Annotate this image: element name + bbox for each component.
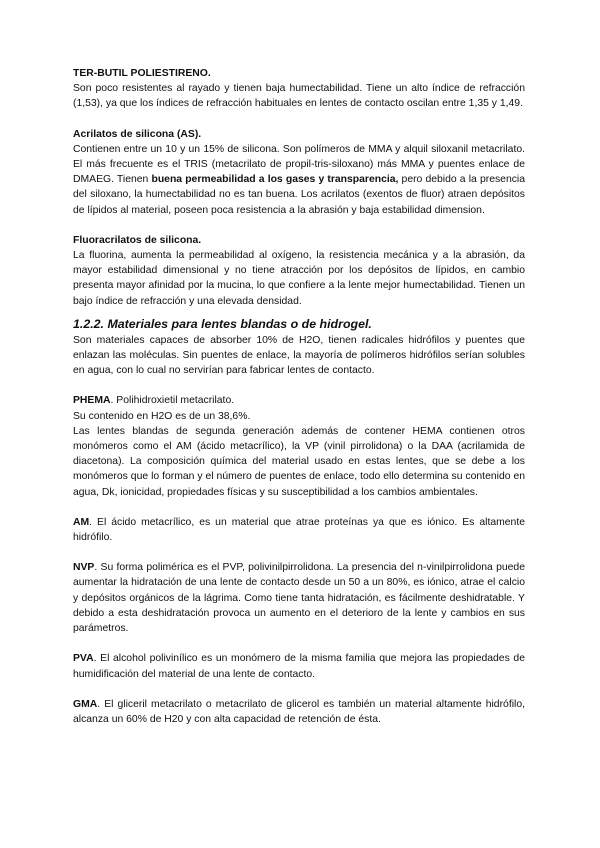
paragraph-nvp	[73, 560, 525, 636]
paragraph-ter-butil: Son poco resistentes al rayado y tienen baja humectabilidad. Tiene un alto índice de refracción (1,53), ya que los índices de refracción habituales en lentes de contacto oscilan entre 1,35 y 1,49.	[73, 83, 525, 110]
acrilatos-text-start: Contienen entre un 10 y un 15% de silicona. Son polímeros de MMA y alquil siloxanil metacrilato. El más frecuente es el TRIS (metacrilato de propil-tris-siloxano) más MMA y puentes enlace de DMAEG. Tienen	[73, 143, 525, 186]
heading-ter-butil: TER-BUTIL POLIESTIRENO.	[73, 68, 211, 79]
section-nvp	[73, 560, 525, 636]
heading-fluoroacrilatos: Fluoracrilatos de silicona.	[73, 234, 202, 246]
section-acrilatos	[73, 127, 525, 218]
nvp-text: . Su forma polimérica es el PVP, polivinilpirrolidona. La presencia del n-vinilpirrolidona puede aumentar la hidratación de una lente de contacto desde un 50 a un 80%, es iónico, atrae el calcio y depósitos orgánicos de la lágrima. Como tiene tanta hidratación, es fácilmente deshidratable. Y debido a esta deshidratación provoca un aumento en el deterioro de la lente y cambios en sus parámetros.	[73, 562, 525, 635]
section-phema	[73, 393, 525, 499]
nvp-abbr: NVP	[73, 562, 95, 574]
document-page	[73, 66, 525, 742]
paragraph-gma	[73, 697, 525, 727]
acrilatos-text-bold: buena permeabilidad a los gases y transparencia,	[151, 174, 399, 186]
paragraph-am	[73, 515, 525, 545]
phema-water-content: Su contenido en H2O es de un 38,6%.	[73, 410, 251, 422]
phema-definition	[73, 393, 525, 408]
acrilatos-text-end: pero debido a la presencia del siloxano, la humectabilidad no es tan buena. Los acrilatos (exentos de fluor) atraen depósitos de lípidos al material, poseen poca resistencia a la abrasión y baja estabilidad dimension.	[73, 174, 526, 216]
section-am	[73, 515, 525, 545]
heading-materiales: 1.2.2. Materiales para lentes blandas o de hidrogel.	[73, 316, 372, 331]
section-materiales	[73, 316, 525, 379]
phema-line1: . Polihidroxietil metacrilato.	[110, 395, 235, 407]
section-pva	[73, 651, 525, 681]
pva-abbr: PVA	[73, 653, 94, 665]
gma-abbr: GMA	[73, 698, 98, 710]
heading-acrilatos: Acrilatos de silicona (AS).	[73, 128, 202, 140]
paragraph-pva	[73, 651, 525, 681]
pva-text: . El alcohol polivinílico es un monómero de la misma familia que mejora las propiedades de humidificación del material de una lente de contacto.	[73, 653, 525, 680]
section-ter-butil	[73, 66, 525, 112]
paragraph-phema: Las lentes blandas de segunda generación además de contener HEMA contienen otros monómeros como el AM (ácido metacrílico), la VP (vinil pirrolidona) o la DAA (acrilamida de diacetona). La composición química del material usado en estas lentes, que se debe a los monómeros que lo forman y el número de puentes de enlace, todo ello determina su contenido en agua, Dk, ionicidad, propiedades físicas y su susceptibilidad a los cambios ambientales.	[73, 425, 525, 498]
paragraph-acrilatos	[73, 142, 525, 218]
section-gma	[73, 697, 525, 727]
section-fluoroacrilatos	[73, 233, 525, 309]
paragraph-fluoroacrilatos: La fluorina, aumenta la permeabilidad al oxígeno, la resistencia mecánica y a la abrasión, da mayor estabilidad dimensional y no tiene atracción por los depósitos de lípidos, en cambio presenta mayor afinidad por la mucina, lo que confiere a la lente mejor humectabilidad. Tienen un bajo índice de refracción y una elevada densidad.	[73, 250, 525, 307]
am-abbr: AM	[73, 516, 90, 528]
phema-abbr: PHEMA	[73, 395, 111, 407]
gma-text: . El gliceril metacrilato o metacrilato de glicerol es también un material altamente hidrófilo, alcanza un 60% de H20 y con alta capacidad de retención de ésta.	[73, 698, 525, 725]
paragraph-materiales: Son materiales capaces de absorber 10% de H2O, tienen radicales hidrófilos y puentes que enlazan las moléculas. Sin puentes de enlace, la mayoría de polímeros hidrófilos serían solubles en agua, con lo cual no servirían para fabricar lentes de contacto.	[73, 334, 525, 377]
am-text: . El ácido metacrílico, es un material que atrae proteínas ya que es iónico. Es altamente hidrófilo.	[73, 516, 525, 544]
